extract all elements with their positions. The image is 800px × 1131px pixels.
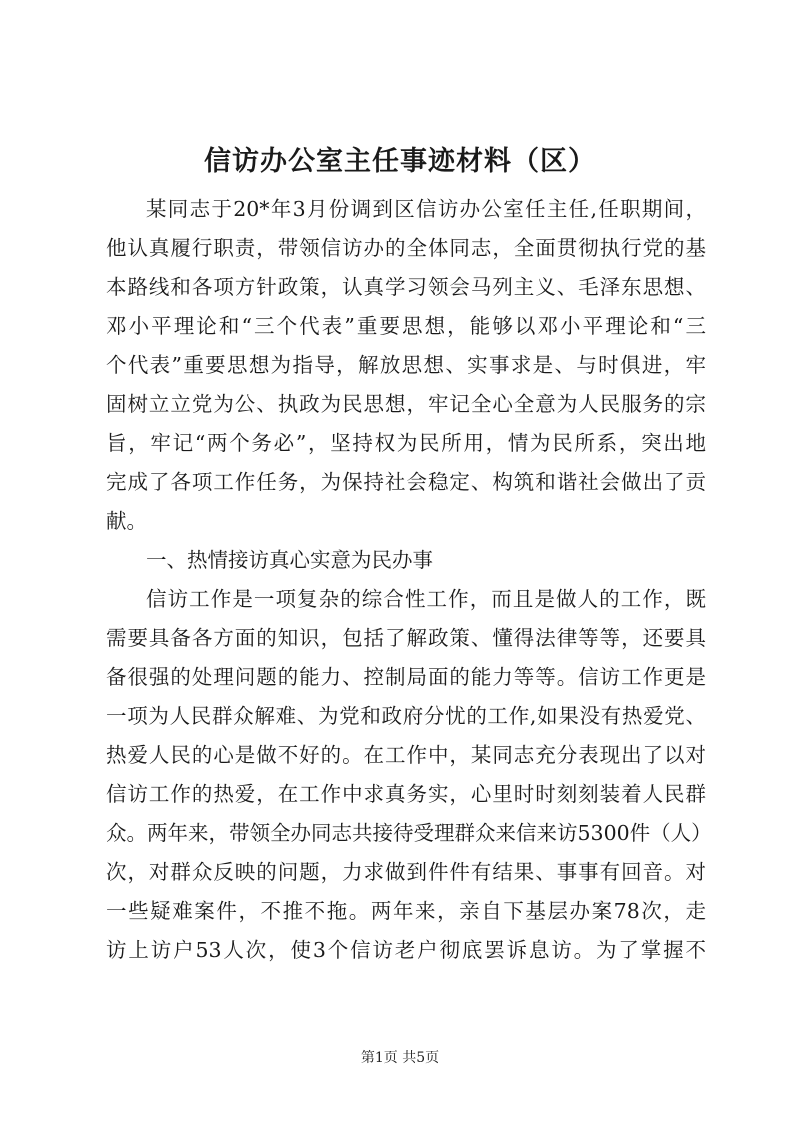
body-line-2: 他认真履行职责，带领信访办的全体同志，全面贯彻执行党的基	[106, 236, 706, 260]
document-body	[106, 190, 712, 970]
body-line-18: 次，对群众反映的问题，力求做到件件有结果、事事有回音。对	[106, 860, 706, 884]
body-line-1: 某同志于20*年3月份调到区信访办公室任主任,任职期间，	[146, 197, 706, 221]
body-line-16: 信访工作的热爱，在工作中求真务实，心里时时刻刻装着人民群	[106, 782, 706, 806]
body-line-20: 访上访户53人次，使3个信访老户彻底罢诉息访。为了掌握不	[106, 938, 706, 962]
body-line-17: 众。两年来，带领全办同志共接待受理群众来信来访5300件（人）	[106, 821, 712, 845]
body-line-11: 信访工作是一项复杂的综合性工作，而且是做人的工作，既	[146, 587, 706, 611]
document-title: 信访办公室主任事迹材料（区）	[204, 146, 596, 177]
body-line-13: 备很强的处理问题的能力、控制局面的能力等等。信访工作更是	[106, 665, 706, 689]
body-line-9: 献。	[106, 509, 147, 533]
body-line-3: 本路线和各项方针政策，认真学习领会马列主义、毛泽东思想、	[106, 275, 706, 299]
body-line-4: 邓小平理论和“三个代表”重要思想，能够以邓小平理论和“三	[106, 314, 706, 338]
body-line-14: 一项为人民群众解难、为党和政府分忧的工作,如果没有热爱党、	[106, 704, 706, 728]
body-line-8: 完成了各项工作任务，为保持社会稳定、构筑和谐社会做出了贡	[106, 470, 706, 494]
body-line-19: 一些疑难案件，不推不拖。两年来，亲自下基层办案78次，走	[106, 899, 706, 923]
body-line-5: 个代表”重要思想为指导，解放思想、实事求是、与时俱进，牢	[106, 353, 706, 377]
body-line-6: 固树立立党为公、执政为民思想，牢记全心全意为人民服务的宗	[106, 392, 706, 416]
section-heading-1: 一、热情接访真心实意为民办事	[146, 548, 433, 572]
page-footer: 第1页 共5页	[360, 1050, 440, 1066]
body-line-12: 需要具备各方面的知识，包括了解政策、懂得法律等等，还要具	[106, 626, 706, 650]
body-line-7: 旨，牢记“两个务必”，坚持权为民所用，情为民所系，突出地	[106, 431, 706, 455]
body-line-15: 热爱人民的心是做不好的。在工作中，某同志充分表现出了以对	[106, 743, 706, 767]
